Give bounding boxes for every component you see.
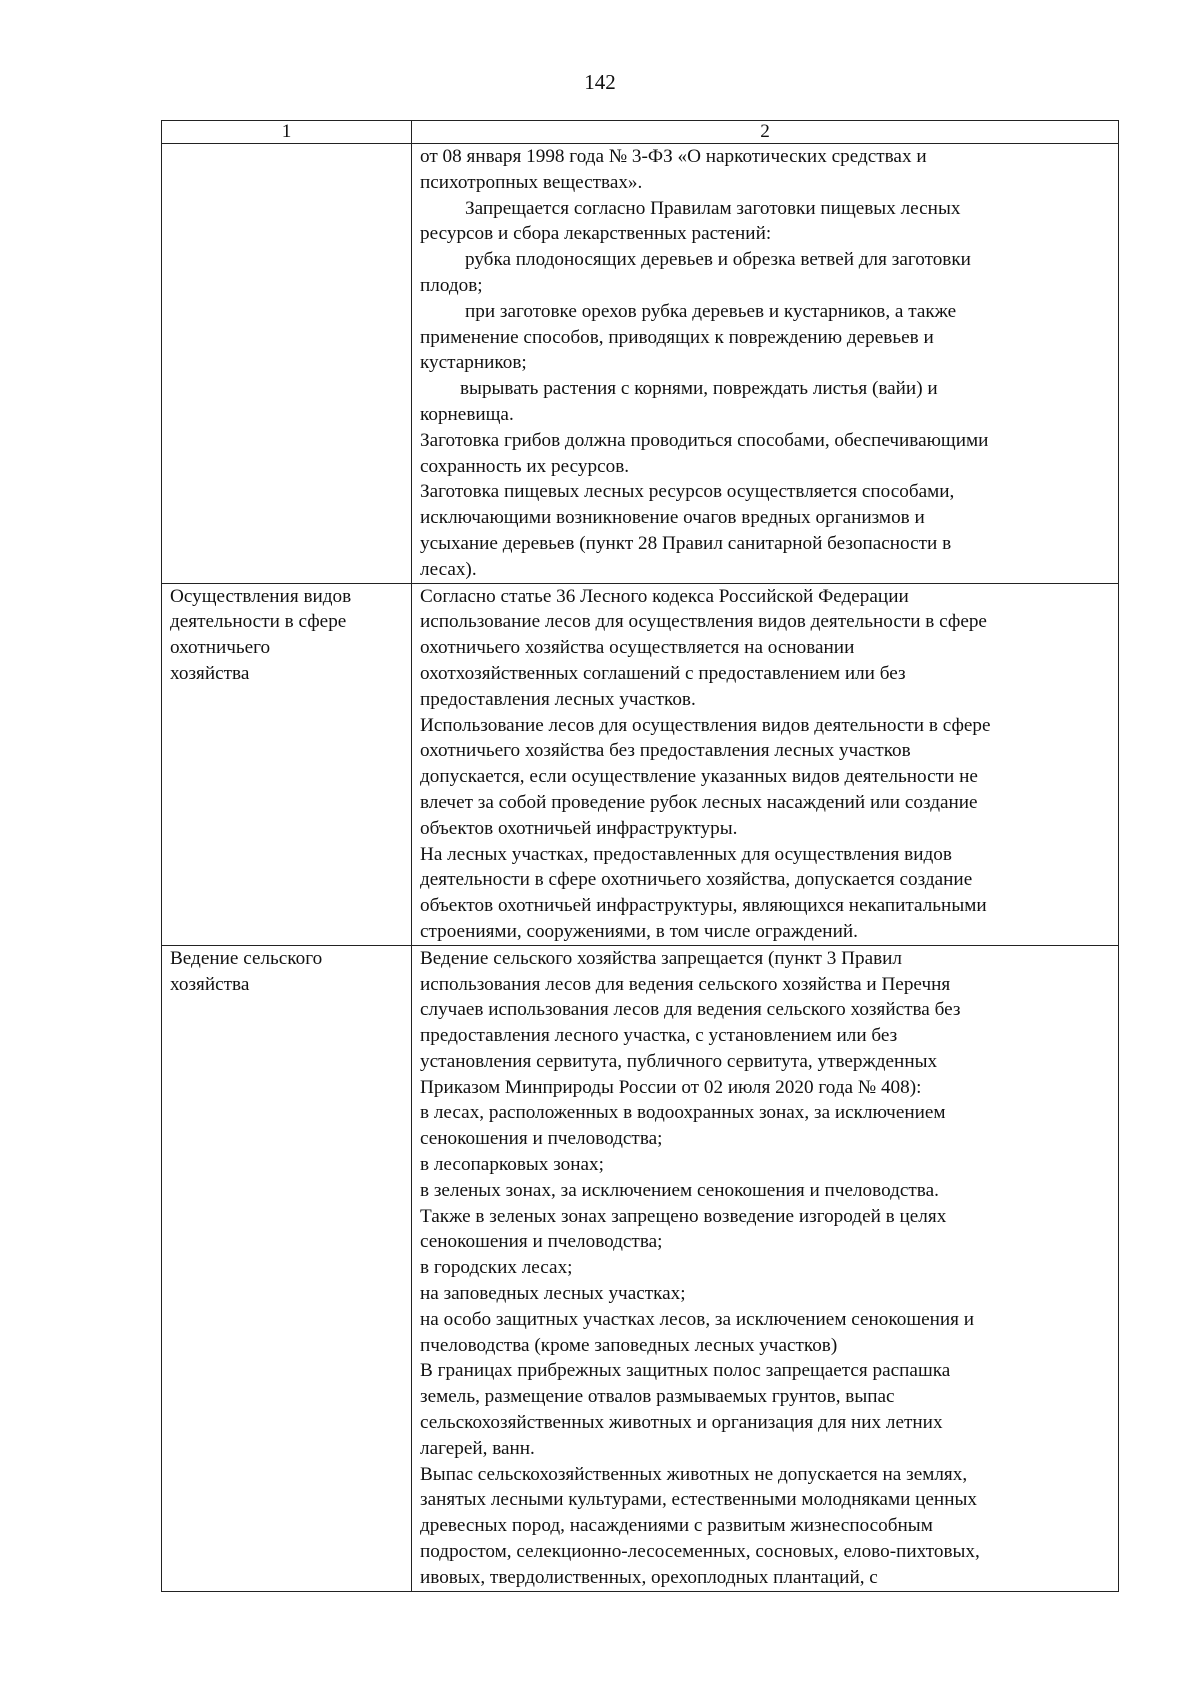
table-header-row <box>162 121 1119 144</box>
text-line: охотничьего хозяйства осуществляется на основании <box>420 637 855 659</box>
text-line: рубка плодоносящих деревьев и обрезка ветвей для заготовки <box>465 249 971 271</box>
text-line: от 08 января 1998 года № 3-ФЗ «О наркотических средствах и <box>420 146 927 167</box>
text-line: лагерей, ванн. <box>420 1437 535 1459</box>
text-line: охотничьего <box>170 637 271 659</box>
table-row <box>162 144 1119 584</box>
text-line: строениями, сооружениями, в том числе ограждений. <box>420 920 858 942</box>
page-number: 142 <box>584 70 616 94</box>
text-line: На лесных участках, предоставленных для осуществления видов <box>420 843 952 865</box>
text-line: случаев использования лесов для ведения сельского хозяйства без <box>420 999 961 1021</box>
activity-cell <box>162 144 412 584</box>
text-line: древесных пород, насаждениями с развитым жизнеспособным <box>420 1515 933 1537</box>
text-line: в лесопарковых зонах; <box>420 1154 604 1176</box>
text-line: в зеленых зонах, за исключением сенокошения и пчеловодства. <box>420 1179 939 1201</box>
text-line: подростом, селекционно-лесосеменных, сосновых, елово-пихтовых, <box>420 1541 980 1563</box>
text-line: на заповедных лесных участках; <box>420 1283 686 1305</box>
text-line: установления сервитута, публичного сервитута, утвержденных <box>420 1050 938 1072</box>
text-line: ресурсов и сбора лекарственных растений: <box>420 223 772 245</box>
text-line: корневища. <box>420 403 514 425</box>
text-line: в городских лесах; <box>420 1257 573 1279</box>
text-line: земель, размещение отвалов размываемых грунтов, выпас <box>420 1386 895 1408</box>
text-line: Запрещается согласно Правилам заготовки пищевых лесных <box>465 197 961 219</box>
text-line: использования лесов для ведения сельского хозяйства и Перечня <box>420 973 951 995</box>
text-line: охотничьего хозяйства без предоставления лесных участков <box>420 740 911 762</box>
text-line: Использование лесов для осуществления видов деятельности в сфере <box>420 714 991 736</box>
text-line: применение способов, приводящих к повреждению деревьев и <box>420 326 934 348</box>
activity-cell <box>162 945 412 1591</box>
text-line: усыхание деревьев (пункт 28 Правил санитарной безопасности в <box>420 532 952 554</box>
text-line: сенокошения и пчеловодства; <box>420 1231 663 1253</box>
header-col-1: 1 <box>162 121 412 144</box>
activity-cell <box>162 583 412 945</box>
text-line: Заготовка пищевых лесных ресурсов осуществляется способами, <box>420 481 955 503</box>
regulations-table <box>161 120 1119 1592</box>
text-line: на особо защитных участках лесов, за исключением сенокошения и <box>420 1308 975 1330</box>
table-row <box>162 583 1119 945</box>
text-line: деятельности в сфере <box>170 611 347 633</box>
text-line: пчеловодства (кроме заповедных лесных участков) <box>420 1334 838 1356</box>
text-line: Приказом Минприроды России от 02 июля 2020 года № 408): <box>420 1076 922 1098</box>
text-line: кустарников; <box>420 352 527 374</box>
restrictions-cell <box>412 144 1119 584</box>
text-line: Ведение сельского <box>170 947 323 969</box>
text-line: В границах прибрежных защитных полос запрещается распашка <box>420 1360 951 1382</box>
text-line: Ведение сельского хозяйства запрещается (пункт 3 Правил <box>420 947 902 969</box>
text-line: сохранность их ресурсов. <box>420 455 630 477</box>
table-row <box>162 945 1119 1591</box>
text-line: занятых лесными культурами, естественными молодняками ценных <box>420 1489 977 1511</box>
text-line: объектов охотничьей инфраструктуры. <box>420 817 738 839</box>
text-line: предоставления лесного участка, с установлением или без <box>420 1025 898 1047</box>
restrictions-cell <box>412 583 1119 945</box>
text-line: Выпас сельскохозяйственных животных не допускается на землях, <box>420 1463 968 1485</box>
text-line: ивовых, твердолиственных, орехоплодных плантаций, с <box>420 1566 878 1588</box>
text-line: объектов охотничьей инфраструктуры, являющихся некапитальными <box>420 895 987 917</box>
text-line: сенокошения и пчеловодства; <box>420 1128 663 1150</box>
text-line: хозяйства <box>170 973 250 995</box>
text-line: при заготовке орехов рубка деревьев и кустарников, а также <box>465 300 957 322</box>
text-line: Осуществления видов <box>170 585 352 607</box>
text-line: предоставления лесных участков. <box>420 688 696 710</box>
text-line: охотхозяйственных соглашений с предоставлением или без <box>420 662 906 684</box>
restrictions-cell <box>412 945 1119 1591</box>
text-line: допускается, если осуществление указанных видов деятельности не <box>420 766 978 788</box>
text-line: Также в зеленых зонах запрещено возведение изгородей в целях <box>420 1205 947 1227</box>
header-col-2: 2 <box>412 121 1119 144</box>
text-line: исключающими возникновение очагов вредных организмов и <box>420 507 925 529</box>
text-line: Согласно статье 36 Лесного кодекса Российской Федерации <box>420 585 909 607</box>
text-line: влечет за собой проведение рубок лесных насаждений или создание <box>420 791 978 813</box>
text-line: психотропных веществах». <box>420 171 643 193</box>
text-line: вырывать растения с корнями, повреждать листья (вайи) и <box>460 378 938 400</box>
text-line: хозяйства <box>170 662 250 684</box>
text-line: сельскохозяйственных животных и организация для них летних <box>420 1412 943 1434</box>
text-line: лесах). <box>420 558 477 580</box>
text-line: деятельности в сфере охотничьего хозяйства, допускается создание <box>420 869 973 891</box>
text-line: в лесах, расположенных в водоохранных зонах, за исключением <box>420 1102 946 1124</box>
text-line: Заготовка грибов должна проводиться способами, обеспечивающими <box>420 429 989 451</box>
text-line: плодов; <box>420 274 483 296</box>
text-line: использование лесов для осуществления видов деятельности в сфере <box>420 611 987 633</box>
